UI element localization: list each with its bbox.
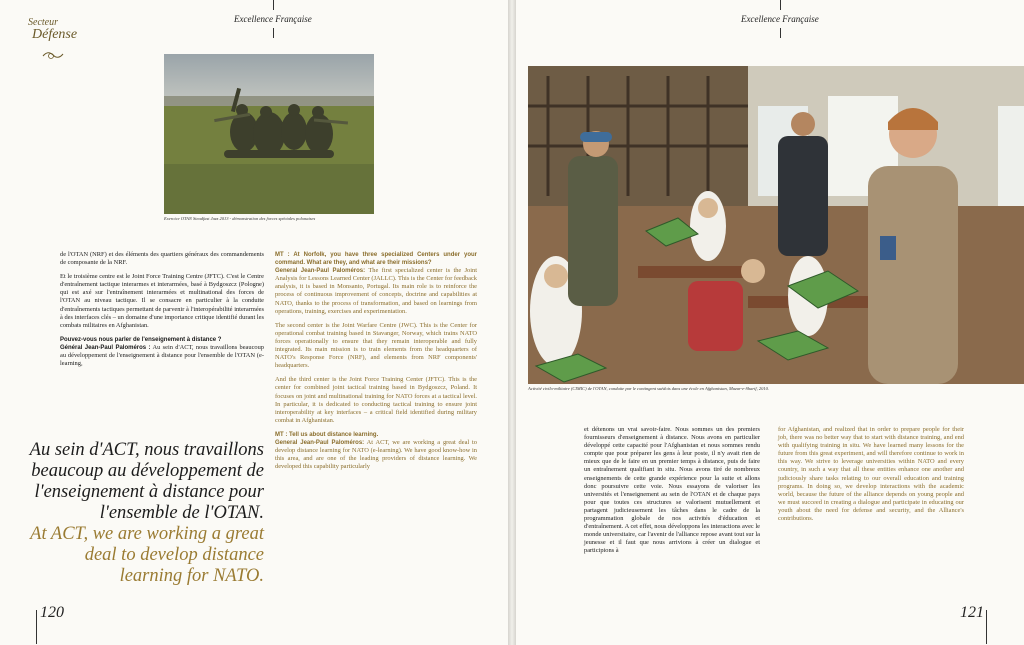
secteur-defense-logo xyxy=(28,18,80,64)
left-column-french xyxy=(60,251,264,368)
left-col2-qa2 xyxy=(275,431,477,471)
left-col1-paragraph-1: de l'OTAN (NRF) et des éléments des quartiers généraux des commandements de composante de la NRF. xyxy=(60,251,264,267)
head-rule-top xyxy=(273,0,274,10)
running-head-text-right: Excellence Française xyxy=(741,14,819,24)
left-col1-paragraph-2: Et le troisième centre est le Joint Force Training Centre (JFTC). C'est le Centre d'entraînement tactique interarmes et interarmées, basé à Bydgoszcz (Pologne) qui est axé sur l'entraînement interarmées et multinational des forces de l'OTAN au niveau tactique. Il se consacre en particulier à la conduite d'entraînements tactiques permettant de parvenir à l'interopérabilité interarmées à des interfaces clés – un domaine d'une importance critique identifié durant les combats militaires en Afghanistan. xyxy=(60,273,264,329)
left-col2-paragraph-2: The second center is the Joint Warfare Centre (JWC). This is the Center for operational combat training based in Stavanger, Norway, which trains NATO forces operationally to ensure that they remain interoperable and fully integrated. Its main mission is to train elements from the headquarters of NATO's Response Force (NRF), and elements from NRF components' headquarters. xyxy=(275,321,477,370)
interview-answer-fr: Au sein d'ACT, nous travaillons beaucoup au développement de l'enseignement à distance pour l'ensemble de l'OTAN (e-learning, xyxy=(60,343,265,368)
left-col2-qa1 xyxy=(275,251,477,316)
interview-question-en-2: MT : Tell us about distance learning. xyxy=(275,431,379,438)
page-number-right: 121 xyxy=(960,604,984,621)
pull-quote-english: At ACT, we are working a great deal to develop distance learning for NATO. xyxy=(30,524,264,586)
head-rule-bottom-right xyxy=(780,28,781,38)
speaker-label-en-1: General Jean-Paul Paloméros: xyxy=(275,268,366,275)
spread-gutter xyxy=(508,0,516,645)
right-col1-paragraph: et détenons un vrai savoir-faire. Nous sommes un des premiers fournisseurs d'enseignement à distance. Nous avons en particulier développé cette capacité pour l'Afghanistan et nous sommes rendu compte que pour préparer les gens à leur poste, il n'y avait rien de mieux que de le faire en un premier temps à distance, puis de faire un entraînement qualifiant in situ. Nous avons tiré de nombreux enseignements de cette grande expérience pour la suite et allons donc poursuivre cette voie. Nous essayons de valoriser les universités et l'enseignement au sein de l'OTAN et de chaque pays pour que toutes ces structures se valorisent mutuellement et partagent judicieusement les tâches dans le cadre de la programmation globale de nos activités d'éducation et d'entraînement. A cet effet, nous développons les interactions avec le monde universitaire, car l'avenir de l'alliance repose avant tout sur la jeunesse et il faut que nous arrivions à créer un dialogue et participions à xyxy=(584,426,760,555)
right-photo-caption: Activité civilo-militaire (CIMIC) de l'OTAN, conduite par le contingent suédois dans une école en Afghanistan, Mazar-e-Sharif, 2010. xyxy=(528,386,769,391)
page-number-rule-left xyxy=(36,610,37,644)
interview-question-fr: Pouvez-vous nous parler de l'enseignement à distance ? xyxy=(60,336,222,343)
pull-quote-french: Au sein d'ACT, nous travaillons beaucoup au développement de l'enseignement à distance pour l'ensemble de l'OTAN. xyxy=(29,440,264,523)
left-page xyxy=(0,0,508,645)
left-col1-qa xyxy=(60,336,264,368)
logo-swirl-icon xyxy=(42,50,64,60)
interview-question-en-1: MT : At Norfolk, you have three specialized Centers under your command. What are they, and what are their missions? xyxy=(275,252,477,267)
logo-line2: Défense xyxy=(32,27,78,42)
classroom-photo xyxy=(528,66,1024,384)
running-head-left xyxy=(234,14,312,24)
logo-line1: Secteur xyxy=(28,17,58,28)
running-head-right xyxy=(741,14,819,24)
right-col2-paragraph: for Afghanistan, and realized that in order to prepare people for their job, there was no better way that to start with distance training, and end with qualifying training in situ. We have learned many lessons for the future from this great experiment, and will therefore continue to work in this way. We strive to leverage universities within NATO and every country, in such a way that all these entities enhance one another and judiciously share tasks relating to our overall education and training programs. In doing so, we develop interactions with the academic world, because the future of the alliance depends on young people and we must succeed in creating a dialogue and participate in educating our youth about the need for defense and security, and the Alliance's contributions. xyxy=(778,426,964,523)
soldiers-photo-svg xyxy=(164,54,374,214)
right-page xyxy=(516,0,1024,645)
interview-answer-en-1: The first specialized center is the Joint Analysis for Lessons Learned Center (JALLC). This is the Center for feedback analysis, it is based in Monsanto, Portugal. Its main role is to reinforce the process of continuous improvement of concepts, doctrine and capabilities at NATO, thanks to the process of transformation, and based on learnings from operations, training, exercises and experimentation. xyxy=(275,267,478,315)
running-head-text: Excellence Française xyxy=(234,14,312,24)
speaker-label-en-2: General Jean-Paul Paloméros: xyxy=(275,439,365,446)
pull-quote xyxy=(28,440,264,587)
speaker-label-fr: Général Jean-Paul Paloméros : xyxy=(60,344,151,351)
left-photo-caption: Exercice OTAN Steadfast Jazz 2013 - démonstration des forces spéciales polonaises xyxy=(164,216,316,221)
head-rule-top-right xyxy=(780,0,781,10)
right-column-french xyxy=(584,426,760,562)
right-column-english xyxy=(778,426,964,529)
left-column-english xyxy=(275,251,477,477)
left-col2-paragraph-3: And the third center is the Joint Force Training Center (JFTC). This is the center for combined joint tactical training based in Bydgoszcz, Poland. It focuses on joint and multinational training for NATO forces at a tactical level. In particular, it is dedicated to conducting tactical training to ensure joint interoperability at key interfaces – a critical field identified during military combat in Afghanistan. xyxy=(275,376,477,424)
soldiers-photo xyxy=(164,54,374,214)
classroom-photo-svg xyxy=(528,66,1024,384)
interview-answer-en-2: At ACT, we are working a great deal to develop distance learning for NATO (e-learning). We have good know-how in this area, and are one of the leading providers of distance learning. We developed this capability particularly xyxy=(275,438,477,471)
page-number-rule-right xyxy=(986,610,987,644)
head-rule-bottom xyxy=(273,28,274,38)
page-number-left: 120 xyxy=(40,604,64,621)
